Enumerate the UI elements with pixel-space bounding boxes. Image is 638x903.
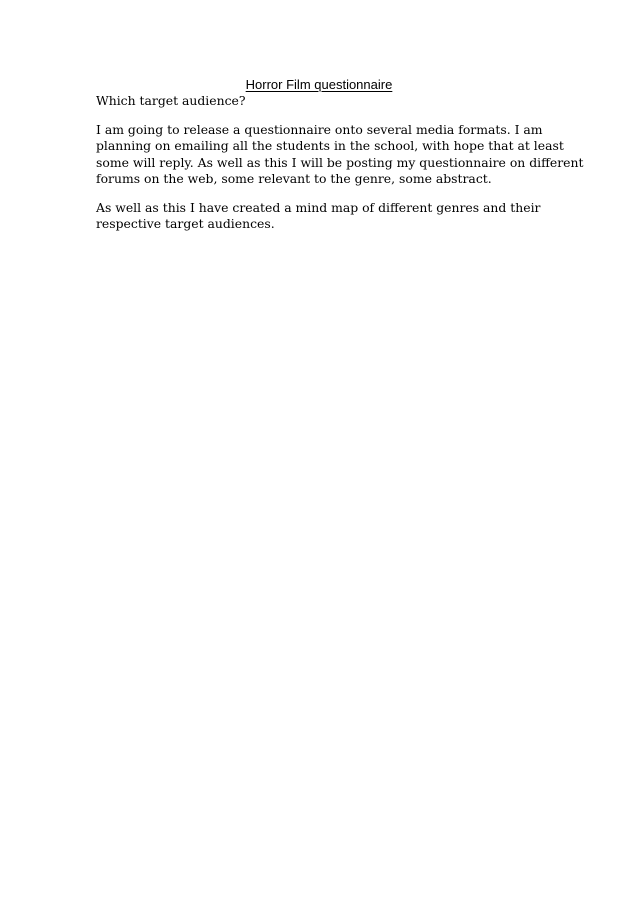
section-heading: Which target audience? [96,93,246,108]
paragraph-line: planning on emailing all the students in the school, with hope that at least [96,138,564,153]
paragraph-line: forums on the web, some relevant to the genre, some abstract. [96,171,492,186]
paragraph-line: respective target audiences. [96,216,275,231]
paragraph-questionnaire-plan [96,121,584,188]
paragraph-line: some will reply. As well as this I will be posting my questionnaire on different [96,154,584,170]
paragraph-spacer [96,188,556,200]
paragraph-mind-map [96,200,556,233]
document-body [96,93,584,233]
paragraph-line: As well as this I have created a mind map of different genres and their [96,199,541,215]
document-title: Horror Film questionnaire [245,77,393,92]
paragraph-line: I am going to release a questionnaire onto several media formats. I am [96,121,543,137]
paragraph-spacer [96,110,556,122]
